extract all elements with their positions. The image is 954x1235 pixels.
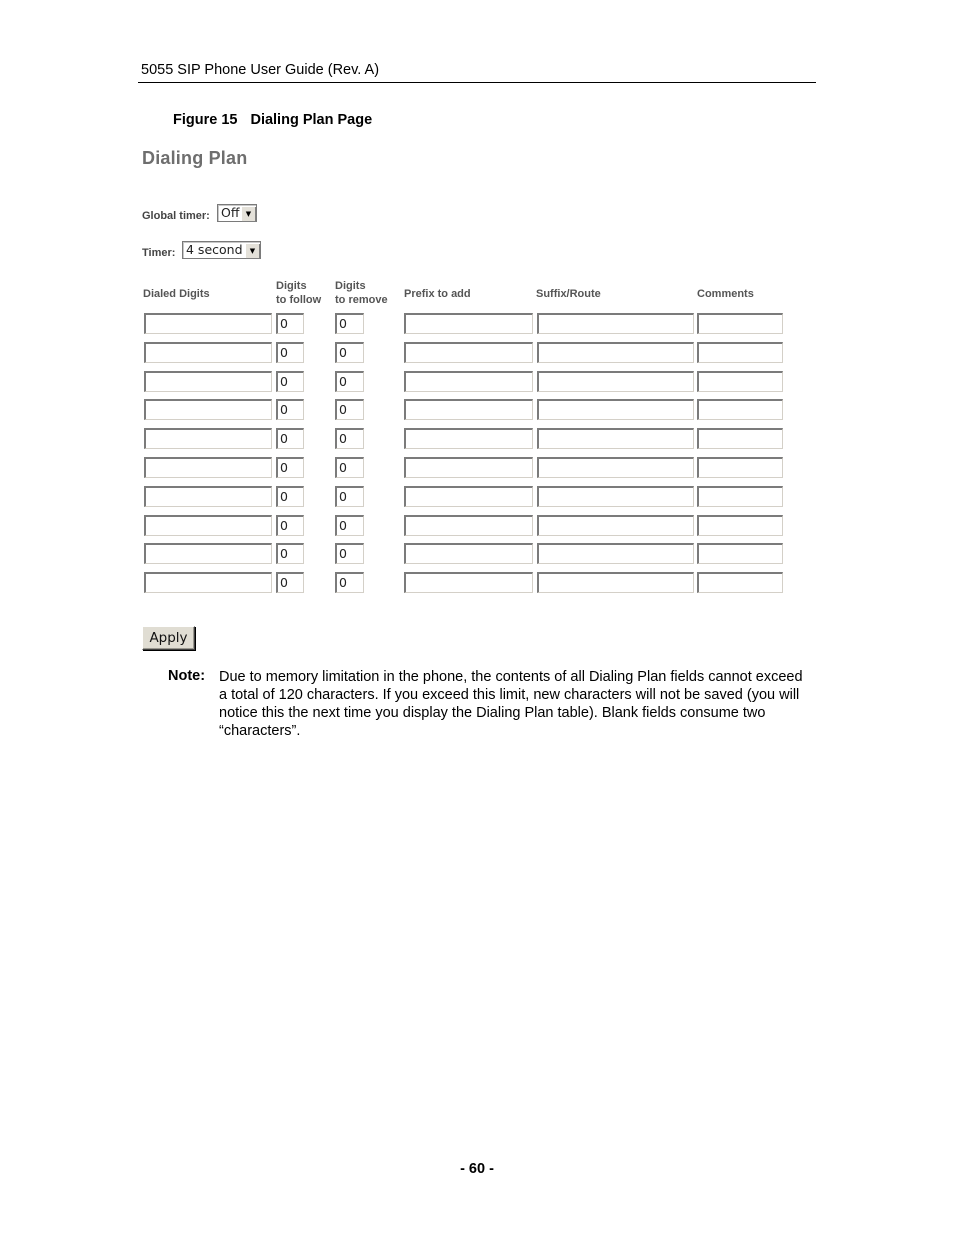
digits-to-remove-input[interactable]: 0 — [335, 399, 364, 420]
digits-to-follow-input[interactable]: 0 — [276, 371, 304, 392]
digits-to-follow-input[interactable]: 0 — [276, 572, 304, 593]
figure-number: Figure 15 — [173, 112, 238, 128]
suffix-route-input[interactable] — [537, 486, 694, 507]
digits-to-remove-input[interactable]: 0 — [335, 428, 364, 449]
dialed-digits-input[interactable] — [144, 399, 272, 420]
digits-to-remove-input[interactable]: 0 — [335, 515, 364, 536]
col-dialed-digits: Dialed Digits — [143, 288, 210, 300]
comments-input[interactable] — [697, 313, 783, 334]
apply-button[interactable]: Apply — [142, 626, 195, 650]
suffix-route-input[interactable] — [537, 313, 694, 334]
comments-input[interactable] — [697, 428, 783, 449]
chevron-down-icon[interactable]: ▼ — [245, 243, 259, 258]
digits-to-remove-input[interactable]: 0 — [335, 342, 364, 363]
digits-to-follow-input[interactable]: 0 — [276, 428, 304, 449]
prefix-to-add-input[interactable] — [404, 457, 533, 478]
global-timer-value: Off — [221, 205, 240, 220]
timer-value: 4 second — [186, 242, 243, 257]
digits-to-follow-input[interactable]: 0 — [276, 399, 304, 420]
digits-to-follow-input[interactable]: 0 — [276, 313, 304, 334]
digits-to-remove-input[interactable]: 0 — [335, 371, 364, 392]
page-number: - 60 - — [460, 1161, 494, 1177]
comments-input[interactable] — [697, 399, 783, 420]
comments-input[interactable] — [697, 572, 783, 593]
col-digits-to-follow: Digits to follow — [276, 280, 322, 306]
digits-to-remove-input[interactable]: 0 — [335, 313, 364, 334]
figure-title: Dialing Plan Page — [250, 112, 373, 128]
digits-to-remove-input[interactable]: 0 — [335, 457, 364, 478]
timer-label: Timer: — [142, 247, 176, 259]
comments-input[interactable] — [697, 486, 783, 507]
timer-select[interactable] — [182, 241, 261, 259]
dialed-digits-input[interactable] — [144, 457, 272, 478]
col-prefix-to-add: Prefix to add — [404, 288, 471, 300]
suffix-route-input[interactable] — [537, 399, 694, 420]
global-timer-select[interactable] — [217, 204, 257, 222]
suffix-route-input[interactable] — [537, 515, 694, 536]
prefix-to-add-input[interactable] — [404, 399, 533, 420]
dialing-plan-title: Dialing Plan — [142, 148, 248, 168]
dialed-digits-input[interactable] — [144, 572, 272, 593]
prefix-to-add-input[interactable] — [404, 428, 533, 449]
chevron-down-icon[interactable]: ▼ — [241, 206, 255, 221]
digits-to-remove-input[interactable]: 0 — [335, 543, 364, 564]
dialed-digits-input[interactable] — [144, 371, 272, 392]
col-comments: Comments — [697, 288, 754, 300]
suffix-route-input[interactable] — [537, 543, 694, 564]
prefix-to-add-input[interactable] — [404, 572, 533, 593]
comments-input[interactable] — [697, 457, 783, 478]
prefix-to-add-input[interactable] — [404, 342, 533, 363]
suffix-route-input[interactable] — [537, 572, 694, 593]
prefix-to-add-input[interactable] — [404, 515, 533, 536]
dialed-digits-input[interactable] — [144, 313, 272, 334]
prefix-to-add-input[interactable] — [404, 371, 533, 392]
digits-to-follow-input[interactable]: 0 — [276, 543, 304, 564]
prefix-to-add-input[interactable] — [404, 543, 533, 564]
note-label: Note: — [168, 668, 206, 684]
suffix-route-input[interactable] — [537, 457, 694, 478]
col-suffix-route: Suffix/Route — [536, 288, 601, 300]
suffix-route-input[interactable] — [537, 428, 694, 449]
note-text: Due to memory limitation in the phone, the contents of all Dialing Plan fields cannot exceed a total of 120 characters. If you exceed this limit, new characters will not be saved (you will notice this the next time you display the Dialing Plan table). Blank fields consume two “characters”. — [219, 669, 803, 739]
dialed-digits-input[interactable] — [144, 428, 272, 449]
dialed-digits-input[interactable] — [144, 486, 272, 507]
digits-to-follow-input[interactable]: 0 — [276, 342, 304, 363]
header-rule — [138, 82, 816, 83]
global-timer-label: Global timer: — [142, 210, 210, 222]
digits-to-follow-input[interactable]: 0 — [276, 515, 304, 536]
digits-to-remove-input[interactable]: 0 — [335, 572, 364, 593]
dialed-digits-input[interactable] — [144, 342, 272, 363]
col-digits-to-remove: Digits to remove — [335, 280, 388, 306]
prefix-to-add-input[interactable] — [404, 486, 533, 507]
figure-caption — [173, 112, 372, 128]
digits-to-remove-input[interactable]: 0 — [335, 486, 364, 507]
digits-to-follow-input[interactable]: 0 — [276, 457, 304, 478]
suffix-route-input[interactable] — [537, 342, 694, 363]
suffix-route-input[interactable] — [537, 371, 694, 392]
prefix-to-add-input[interactable] — [404, 313, 533, 334]
digits-to-follow-input[interactable]: 0 — [276, 486, 304, 507]
dialed-digits-input[interactable] — [144, 515, 272, 536]
comments-input[interactable] — [697, 371, 783, 392]
comments-input[interactable] — [697, 342, 783, 363]
comments-input[interactable] — [697, 543, 783, 564]
comments-input[interactable] — [697, 515, 783, 536]
document-header: 5055 SIP Phone User Guide (Rev. A) — [141, 62, 380, 78]
dialed-digits-input[interactable] — [144, 543, 272, 564]
